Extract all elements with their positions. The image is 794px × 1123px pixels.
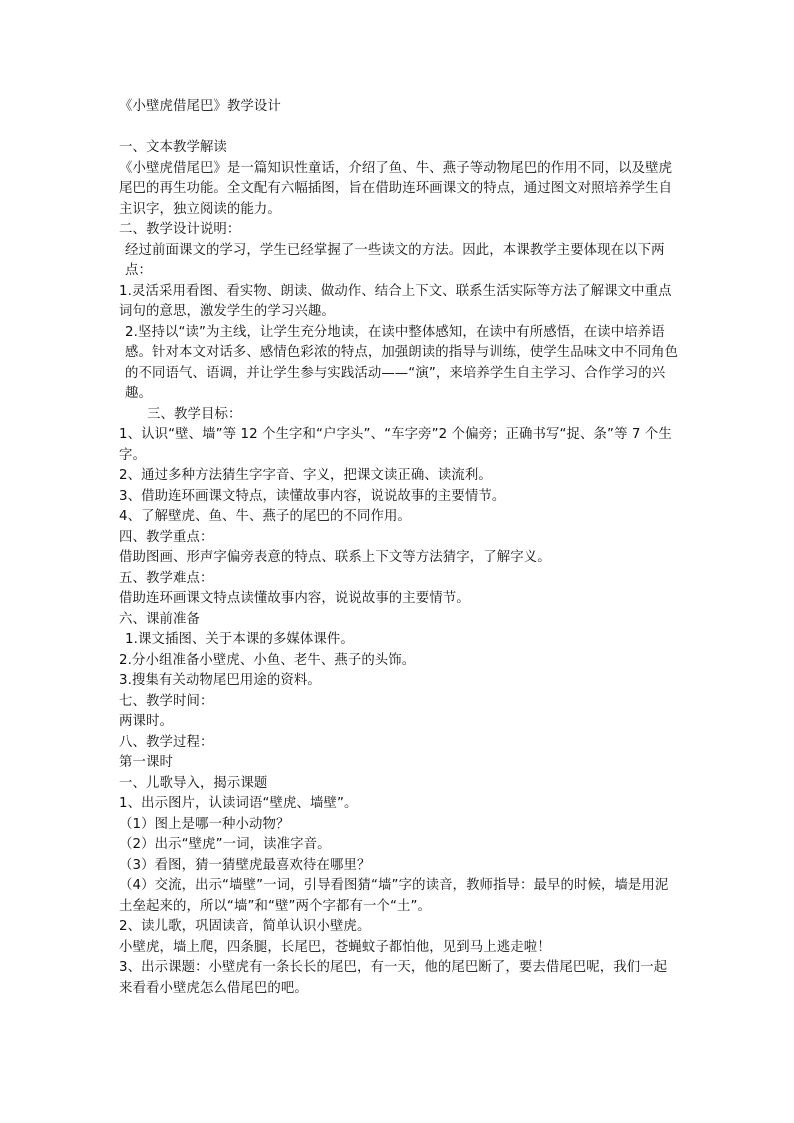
goal-item-2: 2、通过多种方法猜生字字音、字义，把课文读正确、读流利。 (119, 468, 492, 483)
goal-item-3: 3、借助连环画课文特点，读懂故事内容，说说故事的主要情节。 (119, 488, 506, 504)
document-title: 《小壁虎借尾巴》教学设计 (119, 99, 281, 114)
step-item-1: 1、出示图片，认读词语“壁虎、墙壁”。 (119, 796, 358, 811)
step-heading-1: 一、儿歌导入，揭示课题 (119, 775, 268, 791)
paragraph-design-intro: 经过前面课文的学习，学生已经掌握了一些读文的方法。因此，本课教学主要体现在以下两点： (125, 242, 665, 278)
question-4: （4）交流，出示“墙壁”一词，引导看图猜“墙”字的读音，教师指导：最早的时候，墙是用泥土垒起来的，所以“墙”和“壁”两个字都有一个“土”。 (119, 878, 669, 914)
question-1: （1）图上是哪一种小动物？ (119, 816, 290, 832)
spacer (119, 118, 679, 139)
time-text: 两课时。 (119, 714, 173, 729)
lesson-label: 第一课时 (119, 755, 173, 770)
goal-item-1: 1、认识“壁、墙”等 12 个生字和“户字头”、“车字旁”2 个偏旁；正确书写“捉、条”等 7 个生字。 (119, 427, 672, 463)
paragraph-text-reading: 《小壁虎借尾巴》是一篇知识性童话，介绍了鱼、牛、燕子等动物尾巴的作用不同，以及壁虎尾巴的再生功能。全文配有六幅插图，旨在借助连环画课文的特点，通过图文对照培养学生自主识字，独立阅读的能力。 (119, 160, 673, 217)
prep-item-1: 1.课文插图、关于本课的多媒体课件。 (125, 632, 354, 647)
section-heading-1: 一、文本教学解读 (119, 140, 227, 155)
question-3: （3）看图，猜一猜壁虎最喜欢待在哪里？ (119, 857, 371, 873)
section-heading-3: 三、教学目标： (147, 406, 242, 422)
paragraph-design-point-2: 2.坚持以“读”为主线，让学生充分地读，在读中整体感知，在读中有所感悟，在读中培养语感。针对本文对话多、感情色彩浓的特点，加强朗读的指导与训练，使学生品味文中不同角色的不同语气、语调，并让学生参与实践活动——“演”，来培养学生自主学习、合作学习的兴趣。 (125, 324, 679, 401)
step-item-3: 3、出示课题：小壁虎有一条长长的尾巴，有一天，他的尾巴断了，要去借尾巴呢，我们一起来看看小壁虎怎么借尾巴的吧。 (119, 960, 668, 996)
section-heading-6: 六、课前准备 (119, 611, 200, 627)
section-heading-5: 五、教学难点： (119, 570, 214, 586)
goal-item-4: 4、了解壁虎、鱼、牛、燕子的尾巴的不同作用。 (119, 509, 411, 524)
section-heading-2: 二、教学设计说明： (119, 222, 241, 237)
step-item-2: 2、读儿歌，巩固读音，简单认识小壁虎。 (119, 919, 371, 934)
prep-item-3: 3.搜集有关动物尾巴用途的资料。 (119, 673, 321, 688)
rhyme-text: 小壁虎，墙上爬，四条腿，长尾巴，苍蝇蚊子都怕他，见到马上逃走啦！ (119, 939, 551, 955)
section-heading-4: 四、教学重点： (119, 529, 214, 545)
paragraph-design-point-1: 1.灵活采用看图、看实物、朗读、做动作、结合上下文、联系生活实际等方法了解课文中重点词句的意思，激发学生的学习兴趣。 (119, 283, 672, 319)
document-body (119, 97, 679, 999)
section-heading-7: 七、教学时间： (119, 693, 214, 709)
difficulty-text: 借助连环画课文特点读懂故事内容，说说故事的主要情节。 (119, 591, 470, 606)
question-2: （2）出示“壁虎”一词，读准字音。 (119, 837, 331, 852)
section-heading-8: 八、教学过程： (119, 734, 214, 750)
key-point-text: 借助图画、形声字偏旁表意的特点、联系上下文等方法猜字，了解字义。 (119, 550, 551, 565)
prep-item-2: 2.分小组准备小壁虎、小鱼、老牛、燕子的头饰。 (119, 652, 416, 668)
